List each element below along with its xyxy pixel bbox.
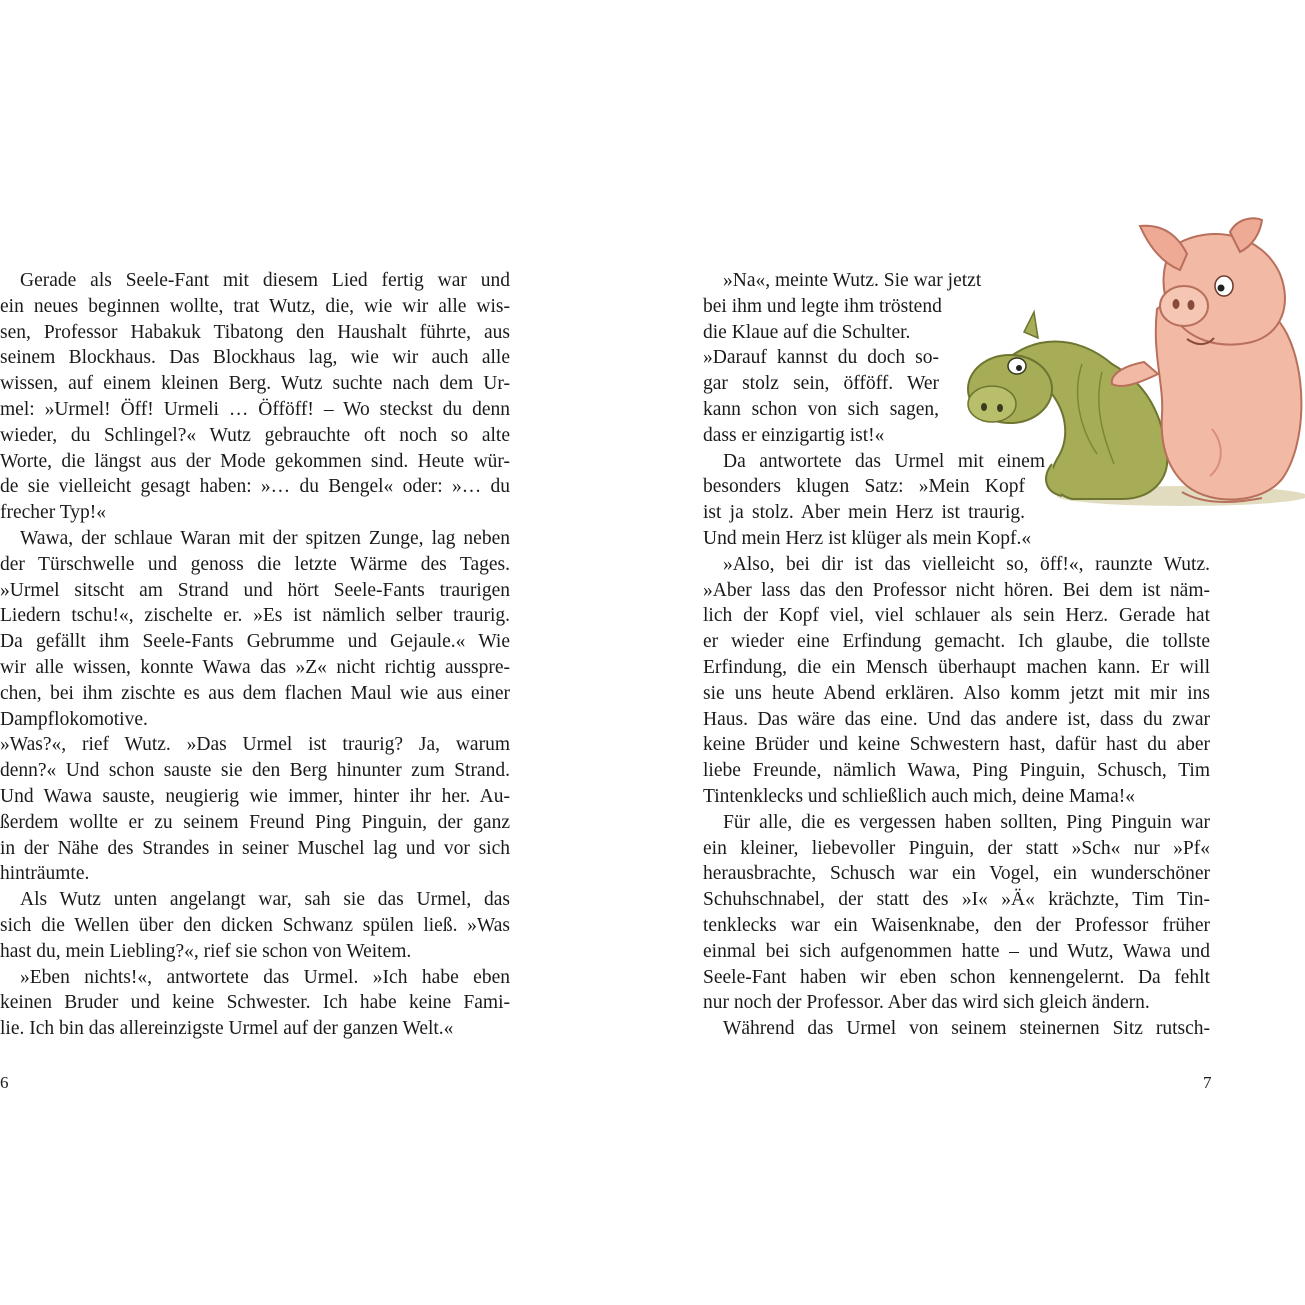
text-line: Als Wutz unten angelangt war, sah sie das Urmel, das	[20, 889, 510, 911]
text-line: wir alle wissen, konnte Wawa das »Z« nicht richtig ausspre-	[0, 656, 510, 678]
left-page-text	[0, 268, 510, 1042]
text-line: »Darauf kannst du doch so-	[703, 347, 939, 369]
text-line: bei ihm und legte ihm tröstend	[703, 295, 942, 317]
page-number-left: 6	[0, 1073, 9, 1092]
text-line: Und mein Herz ist klüger als mein Kopf.«	[703, 527, 1032, 549]
left-page	[0, 0, 650, 1305]
text-line: mel: »Urmel! Öff! Urmeli … Öfföff! – Wo steckst du denn	[0, 398, 510, 420]
urmel-figure	[968, 312, 1167, 499]
text-line: Für alle, die es vergessen haben sollten, Ping Pinguin war	[723, 811, 1210, 833]
text-line: sich die Wellen über den dicken Schwanz spülen ließ. »Was	[0, 914, 510, 936]
text-line: Gerade als Seele-Fant mit diesem Lied fertig war und	[20, 270, 510, 291]
text-line: Wawa, der schlaue Waran mit der spitzen Zunge, lag neben	[20, 527, 510, 549]
text-line: er wieder eine Erfindung gemacht. Ich glaube, die tollste	[703, 631, 1210, 653]
text-line: ist ja stolz. Aber mein Herz ist traurig.	[703, 502, 1025, 524]
text-line: der Türschwelle und genoss die letzte Wärme des Tages.	[0, 553, 510, 575]
text-line: Haus. Das wäre das eine. Und das andere ist, dass du zwar	[703, 708, 1210, 730]
text-line: die Klaue auf die Schulter.	[703, 321, 911, 343]
text-line: lie. Ich bin das allereinzigste Urmel auf der ganzen Welt.«	[0, 1018, 454, 1040]
text-line: Tintenklecks und schließlich auch mich, deine Mama!«	[703, 785, 1135, 807]
text-line: ßerdem wollte er zu seinem Freund Ping Pinguin, der ganz	[0, 811, 510, 833]
text-line: Da antwortete das Urmel mit einem	[723, 450, 1045, 472]
text-line: herausbrachte, Schusch war ein Vogel, ein wunderschöner	[703, 863, 1210, 885]
text-line: frecher Typ!«	[0, 502, 107, 524]
text-line: wieder, du Schlingel?« Wutz gebrauchte oft noch so alte	[0, 424, 510, 446]
text-line: denn?« Und schon sauste sie den Berg hinunter zum Strand.	[0, 760, 510, 782]
text-line: Erfindung, die ein Mensch überhaupt machen kann. Er will	[703, 656, 1210, 678]
text-line: Seele-Fant haben wir eben schon kennengelernt. Da fehlt	[703, 966, 1210, 988]
text-line: ein neues beginnen wollte, trat Wutz, die, wie wir alle wis-	[0, 295, 510, 317]
text-line: »Aber lass das den Professor nicht hören. Bei dem ist näm-	[703, 579, 1210, 601]
text-line: tenklecks war ein Waisenknabe, den der Professor früher	[703, 914, 1210, 936]
text-line: nur noch der Professor. Aber das wird sich gleich ändern.	[703, 992, 1150, 1014]
right-page	[652, 0, 1305, 1305]
text-line: hinträumte.	[0, 863, 90, 885]
text-line: dass er einzigartig ist!«	[703, 424, 885, 446]
text-line: Dampflokomotive.	[0, 708, 148, 730]
text-line: de sie vielleicht gesagt haben: »… du Bengel« oder: »… du	[0, 476, 510, 498]
text-line: sie uns heute Abend erklären. Also komm jetzt mit mir ins	[703, 682, 1210, 704]
text-line: Schuhschnabel, der statt des »I« »Ä« krächzte, Tim Tin-	[703, 889, 1210, 911]
text-line: keine Brüder und keine Schwestern hast, dafür hast du aber	[703, 734, 1210, 756]
text-line: einmal bei sich aufgenommen hatte – und Wutz, Wawa und	[703, 940, 1210, 962]
text-line: keinen Bruder und keine Schwester. Ich habe keine Fami-	[0, 992, 510, 1014]
text-line: Und Wawa sauste, neugierig wie immer, hinter ihr her. Au-	[0, 785, 510, 807]
text-line: ein kleiner, liebevoller Pinguin, der statt »Sch« nur »Pf«	[703, 837, 1210, 859]
text-line: liebe Freunde, nämlich Wawa, Ping Pinguin, Schusch, Tim	[703, 760, 1210, 782]
pig-and-urmel-illustration	[962, 214, 1305, 509]
text-line: Worte, die längst aus der Mode gekommen sind. Heute wür-	[0, 450, 510, 472]
text-line: lich der Kopf viel, viel schlauer als sein Herz. Gerade hat	[703, 605, 1210, 627]
text-line: Liedern tschu!«, zischelte er. »Es ist nämlich selber traurig.	[0, 605, 510, 627]
text-line: in der Nähe des Strandes in seiner Muschel lag und vor sich	[0, 837, 510, 859]
page-number-right: 7	[1203, 1073, 1212, 1092]
text-line: wissen, auf einem kleinen Berg. Wutz suchte nach dem Ur-	[0, 373, 510, 395]
text-line: seinem Blockhaus. Das Blockhaus lag, wie wir auch alle	[0, 347, 510, 369]
text-line: »Was?«, rief Wutz. »Das Urmel ist traurig? Ja, warum	[0, 734, 510, 756]
text-line: »Urmel sitscht am Strand und hört Seele-Fants traurigen	[0, 579, 510, 601]
text-line: sen, Professor Habakuk Tibatong den Haushalt führte, aus	[0, 321, 510, 343]
text-line: »Also, bei dir ist das vielleicht so, öff!«, raunzte Wutz.	[723, 553, 1210, 575]
text-line: chen, bei ihm zischte es aus dem flachen Maul wie aus einer	[0, 682, 510, 704]
text-line: Da gefällt ihm Seele-Fants Gebrumme und Gejaule.« Wie	[0, 631, 510, 653]
text-line: besonders klugen Satz: »Mein Kopf	[703, 476, 1025, 498]
text-line: kann schon von sich sagen,	[703, 398, 939, 420]
text-line: hast du, mein Liebling?«, rief sie schon von Weitem.	[0, 940, 412, 962]
text-line: Während das Urmel von seinem steinernen Sitz rutsch-	[723, 1018, 1210, 1040]
text-line: »Na«, meinte Wutz. Sie war jetzt	[723, 270, 982, 291]
text-line: »Eben nichts!«, antwortete das Urmel. »Ich habe eben	[20, 966, 510, 988]
text-line: gar stolz sein, öfföff. Wer	[703, 373, 939, 395]
